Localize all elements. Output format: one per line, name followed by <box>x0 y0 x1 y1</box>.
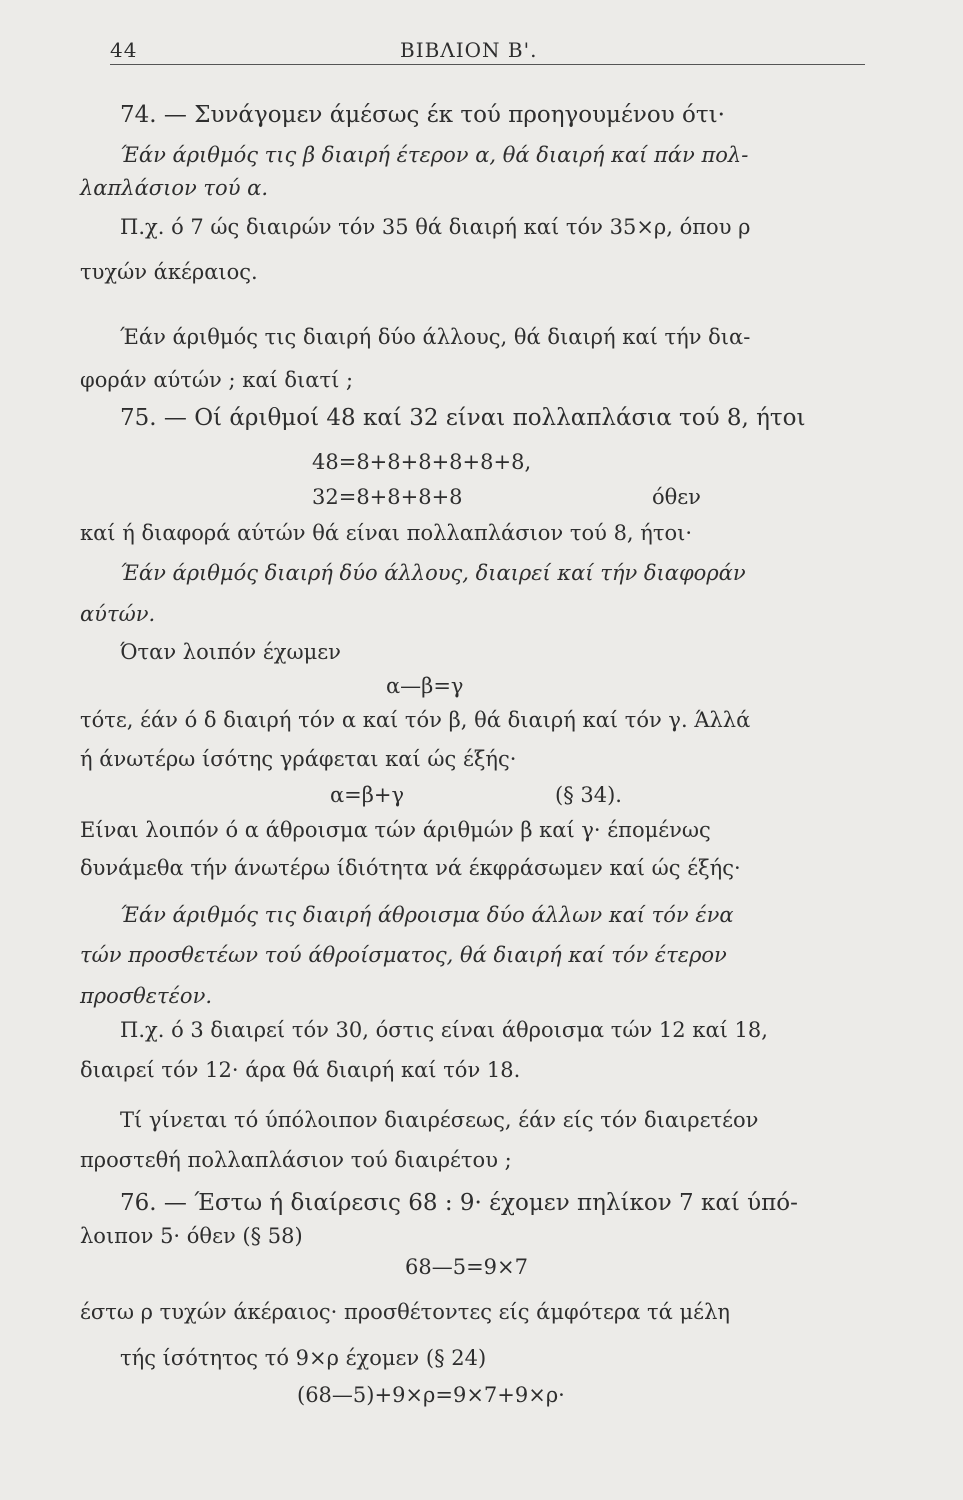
text-line: καί ή διαφορά αύτών θά είναι πολλαπλάσιον τού 8, ήτοι· <box>80 521 693 545</box>
text-line: δυνάμεθα τήν άνωτέρω ίδιότητα νά έκφράσωμεν καί ώς έξής· <box>80 856 741 880</box>
text-line: τότε, έάν ό δ διαιρή τόν α καί τόν β, θά διαιρή καί τόν γ. Άλλά <box>80 708 751 732</box>
text-line: Είναι λοιπόν ό α άθροισμα τών άριθμών β καί γ· έπομένως <box>80 818 711 842</box>
section-76-intro: 76. — Έστω ή διαίρεσις 68 : 9· έχομεν πηλίκον 7 καί ύπό- <box>120 1190 798 1216</box>
text-line: λοιπον 5· όθεν (§ 58) <box>80 1224 303 1248</box>
theorem-line: αύτών. <box>80 602 156 626</box>
question-line: φοράν αύτών ; καί διατί ; <box>80 368 354 392</box>
equation: 68—5=9×7 <box>405 1255 528 1279</box>
text-line: τής ίσότητος τό 9×ρ έχομεν (§ 24) <box>120 1346 487 1370</box>
example-line: Π.χ. ό 3 διαιρεί τόν 30, όστις είναι άθροισμα τών 12 καί 18, <box>120 1018 768 1042</box>
page-number: 44 <box>110 38 138 62</box>
theorem-line: Έάν άριθμός τις β διαιρή έτερον α, θά διαιρή καί πάν πολ- <box>120 143 749 167</box>
equation: 32=8+8+8+8 <box>312 485 463 509</box>
example-line: Π.χ. ό 7 ώς διαιρών τόν 35 θά διαιρή καί τόν 35×ρ, όπου ρ <box>120 215 751 239</box>
section-75-intro: 75. — Οί άριθμοί 48 καί 32 είναι πολλαπλάσια τού 8, ήτοι <box>120 405 806 431</box>
running-title: ΒΙΒΛΙΟΝ Β'. <box>400 38 538 62</box>
text-line: όθεν <box>652 485 701 509</box>
header-rule <box>110 64 865 65</box>
question-line: Έάν άριθμός τις διαιρή δύο άλλους, θά διαιρή καί τήν δια- <box>120 325 751 349</box>
equation: (68—5)+9×ρ=9×7+9×ρ· <box>297 1383 565 1407</box>
equation: α=β+γ <box>330 783 405 807</box>
example-line: διαιρεί τόν 12· άρα θά διαιρή καί τόν 18. <box>80 1058 521 1082</box>
equation: 48=8+8+8+8+8+8, <box>312 450 532 474</box>
text-line: Όταν λοιπόν έχωμεν <box>120 640 341 664</box>
theorem-line: λαπλάσιον τού α. <box>80 176 268 200</box>
question-line: Τί γίνεται τό ύπόλοιπον διαιρέσεως, έάν είς τόν διαιρετέον <box>120 1108 759 1132</box>
equation: α—β=γ <box>386 674 464 698</box>
page-header <box>110 38 870 64</box>
reference: (§ 34). <box>555 783 622 807</box>
text-line: έστω ρ τυχών άκέραιος· προσθέτοντες είς άμφότερα τά μέλη <box>80 1300 730 1324</box>
text-line: ή άνωτέρω ίσότης γράφεται καί ώς έξής· <box>80 747 517 771</box>
theorem-line: τών προσθετέων τού άθροίσματος, θά διαιρή καί τόν έτερον <box>80 943 727 967</box>
theorem-line: Έάν άριθμός διαιρή δύο άλλους, διαιρεί καί τήν διαφοράν <box>120 561 746 585</box>
question-line: προστεθή πολλαπλάσιον τού διαιρέτου ; <box>80 1148 512 1172</box>
example-line: τυχών άκέραιος. <box>80 260 258 284</box>
theorem-line: Έάν άριθμός τις διαιρή άθροισμα δύο άλλων καί τόν ένα <box>120 903 734 927</box>
section-74-intro: 74. — Συνάγομεν άμέσως έκ τού προηγουμένου ότι· <box>120 102 725 128</box>
theorem-line: προσθετέον. <box>80 984 213 1008</box>
